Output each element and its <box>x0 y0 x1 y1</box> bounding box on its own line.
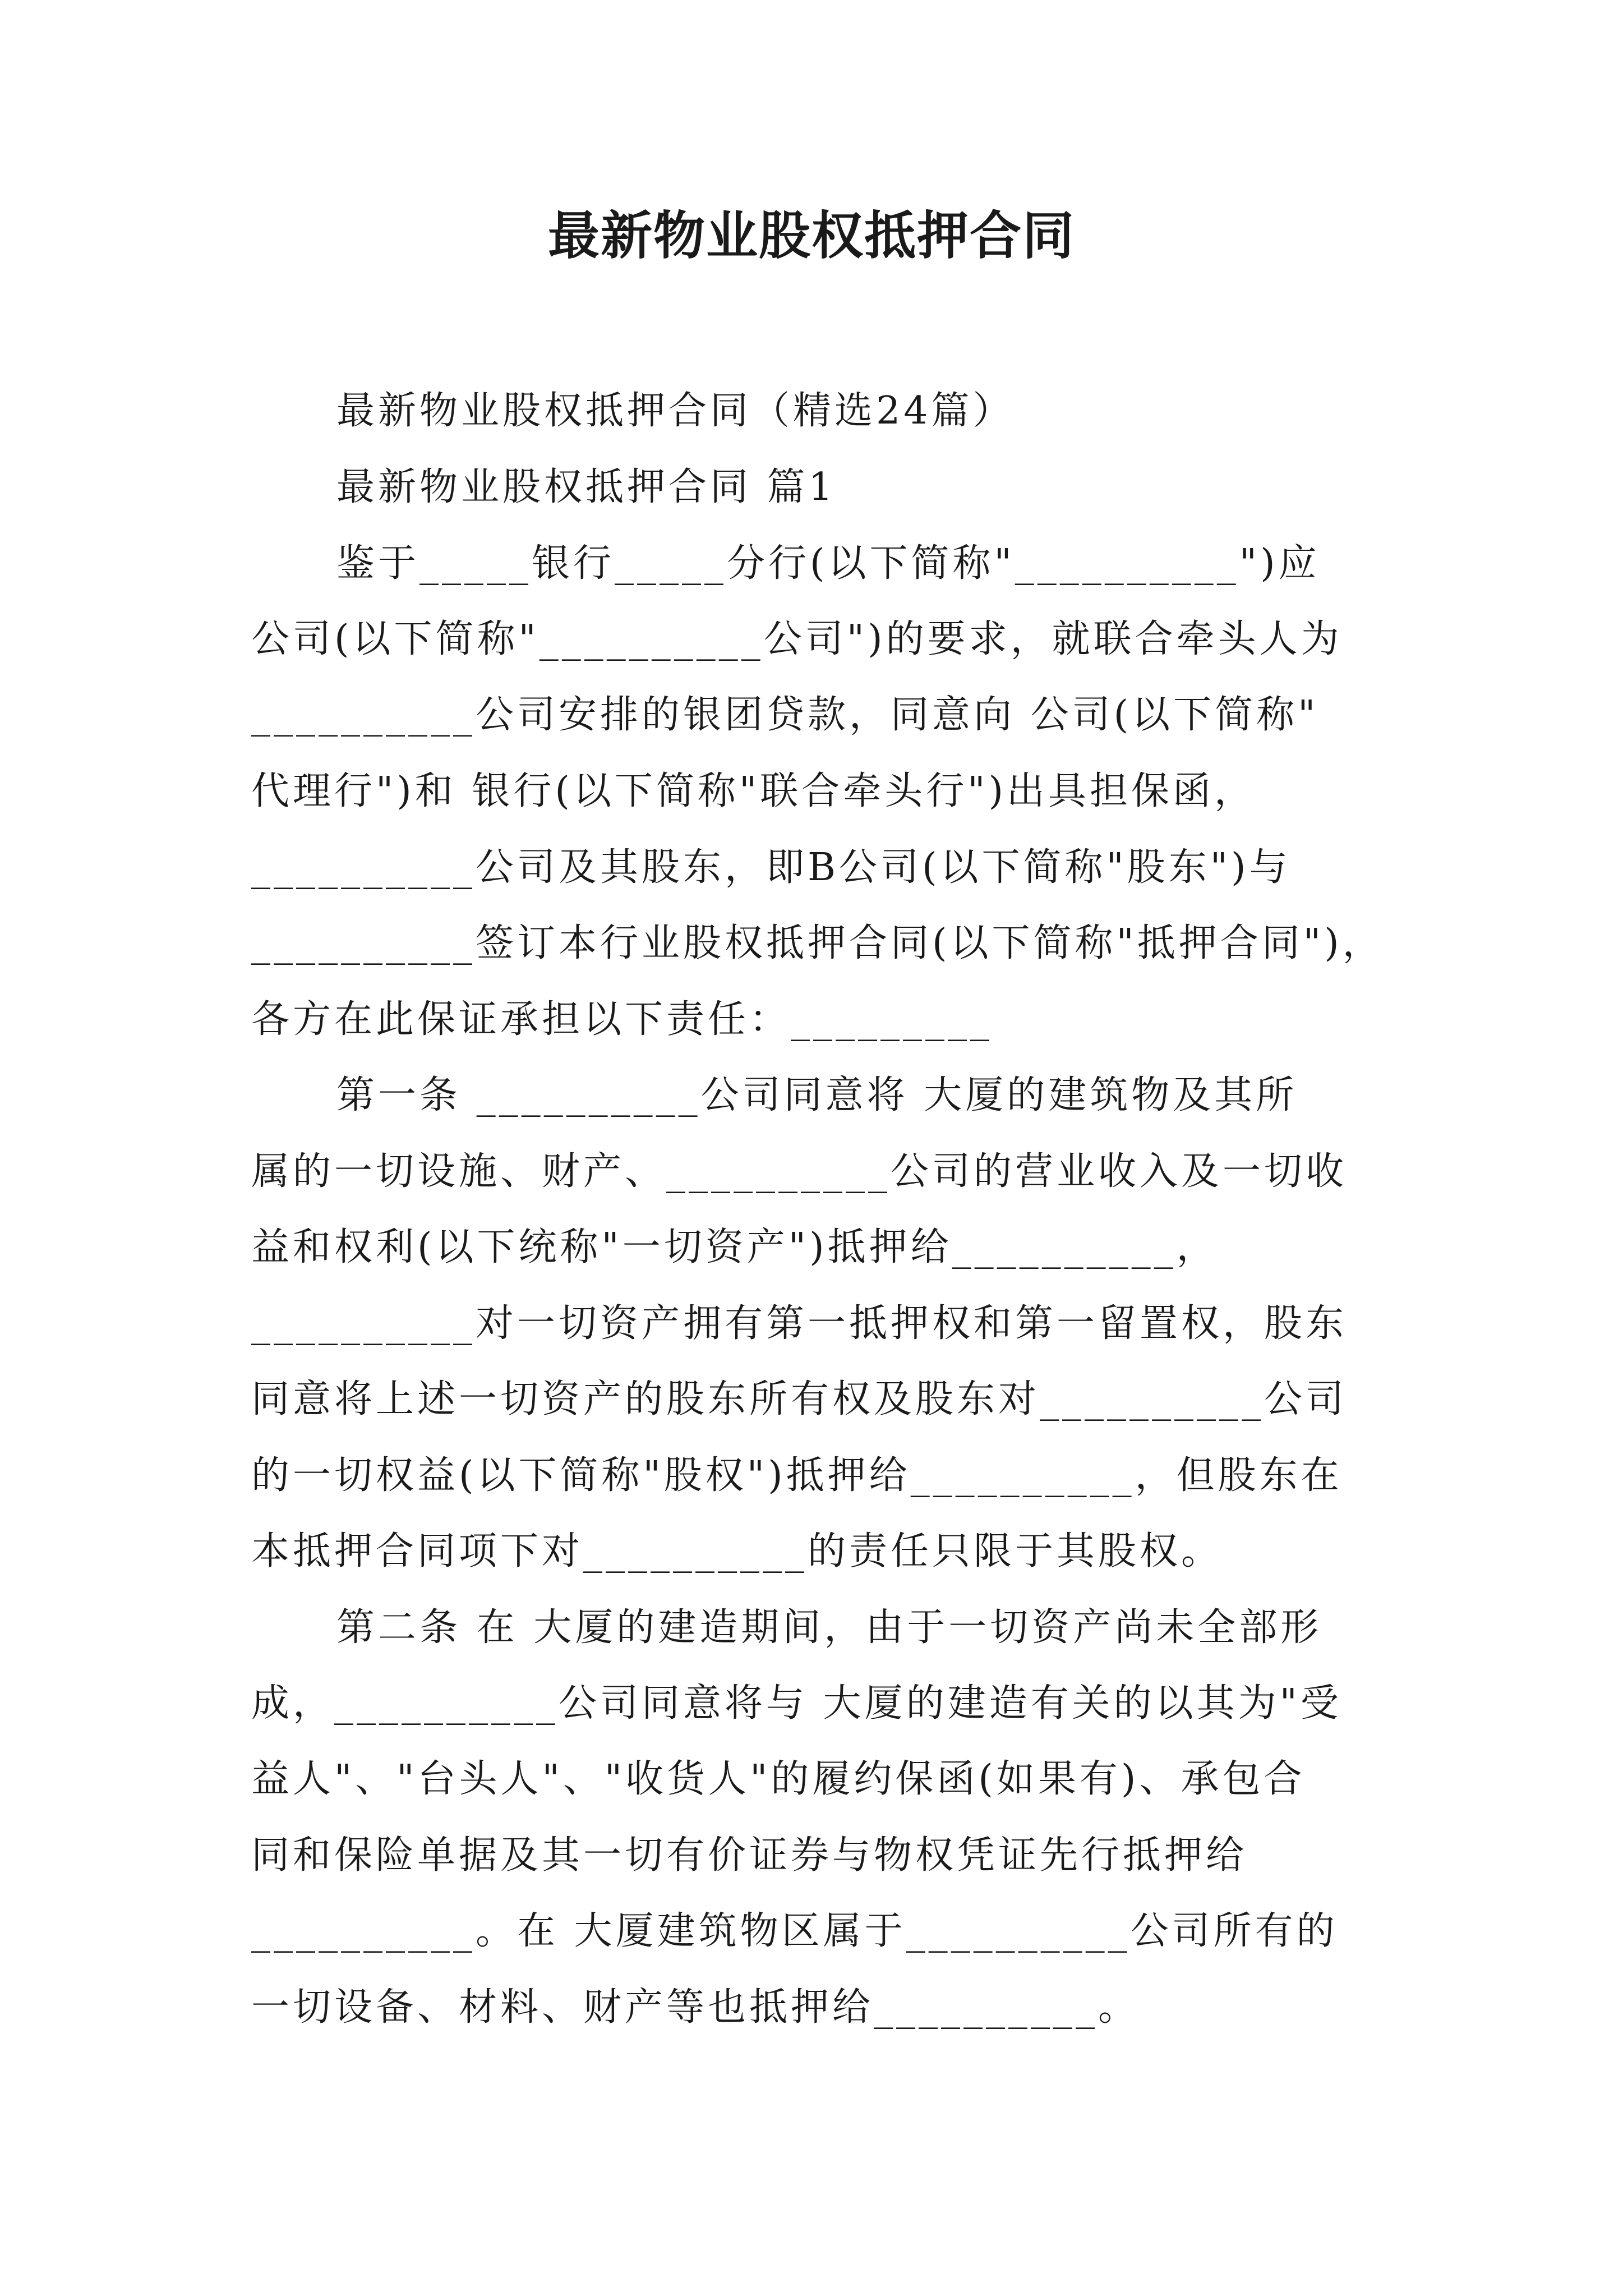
section-heading: 最新物业股权抵押合同 篇1 <box>336 465 836 509</box>
article-1-line: 属的一切设施、财产、__________公司的营业收入及一切收 <box>251 1149 1348 1194</box>
article-2-line: 同和保险单据及其一切有价证券与物权凭证先行抵押给 <box>251 1833 1248 1878</box>
article-1-line: 的一切权益(以下简称"股权")抵押给__________，但股东在 <box>251 1453 1343 1498</box>
article-1-line: 同意将上述一切资产的股东所有权及股东对__________公司 <box>251 1377 1348 1421</box>
article-2-line: 成，__________公司同意将与 大厦的建造有关的以其为"受 <box>251 1681 1342 1726</box>
subtitle-line: 最新物业股权抵押合同（精选24篇） <box>336 389 1015 433</box>
paragraph-line: __________公司及其股东，即B公司(以下简称"股东")与 <box>251 845 1291 890</box>
paragraph-line: __________公司安排的银团贷款，同意向 公司(以下简称" <box>251 693 1319 737</box>
article-2-line: __________。在 大厦建筑物区属于__________公司所有的 <box>251 1909 1338 1953</box>
paragraph-line: 各方在此保证承担以下责任：_________ <box>251 997 993 1042</box>
article-1-line: 益和权利(以下统称"一切资产")抵押给__________， <box>251 1225 1218 1269</box>
article-1-line: __________对一切资产拥有第一抵押权和第一留置权，股东 <box>251 1301 1348 1346</box>
paragraph-line: 鉴于_____银行_____分行(以下简称"__________")应 <box>336 541 1320 586</box>
article-2-line: 益人"、"台头人"、"收货人"的履约保函(如果有)、承包合 <box>251 1757 1306 1801</box>
article-2-line: 一切设备、材料、财产等也抵押给__________。 <box>251 1985 1140 2030</box>
paragraph-line: 公司(以下简称"__________公司")的要求，就联合牵头人为 <box>251 617 1343 661</box>
document-title: 最新物业股权抵押合同 <box>547 205 1075 266</box>
paragraph-line: __________签订本行业股权抵押合同(以下简称"抵押合同")， <box>251 921 1384 965</box>
paragraph-line: 代理行")和 银行(以下简称"联合牵头行")出具担保函， <box>251 769 1256 813</box>
article-1-line: 第一条 __________公司同意将 大厦的建筑物及其所 <box>336 1073 1298 1117</box>
article-1-line: 本抵押合同项下对__________的责任只限于其股权。 <box>251 1529 1223 1573</box>
article-2-line: 第二条 在 大厦的建造期间，由于一切资产尚未全部形 <box>336 1605 1322 1650</box>
